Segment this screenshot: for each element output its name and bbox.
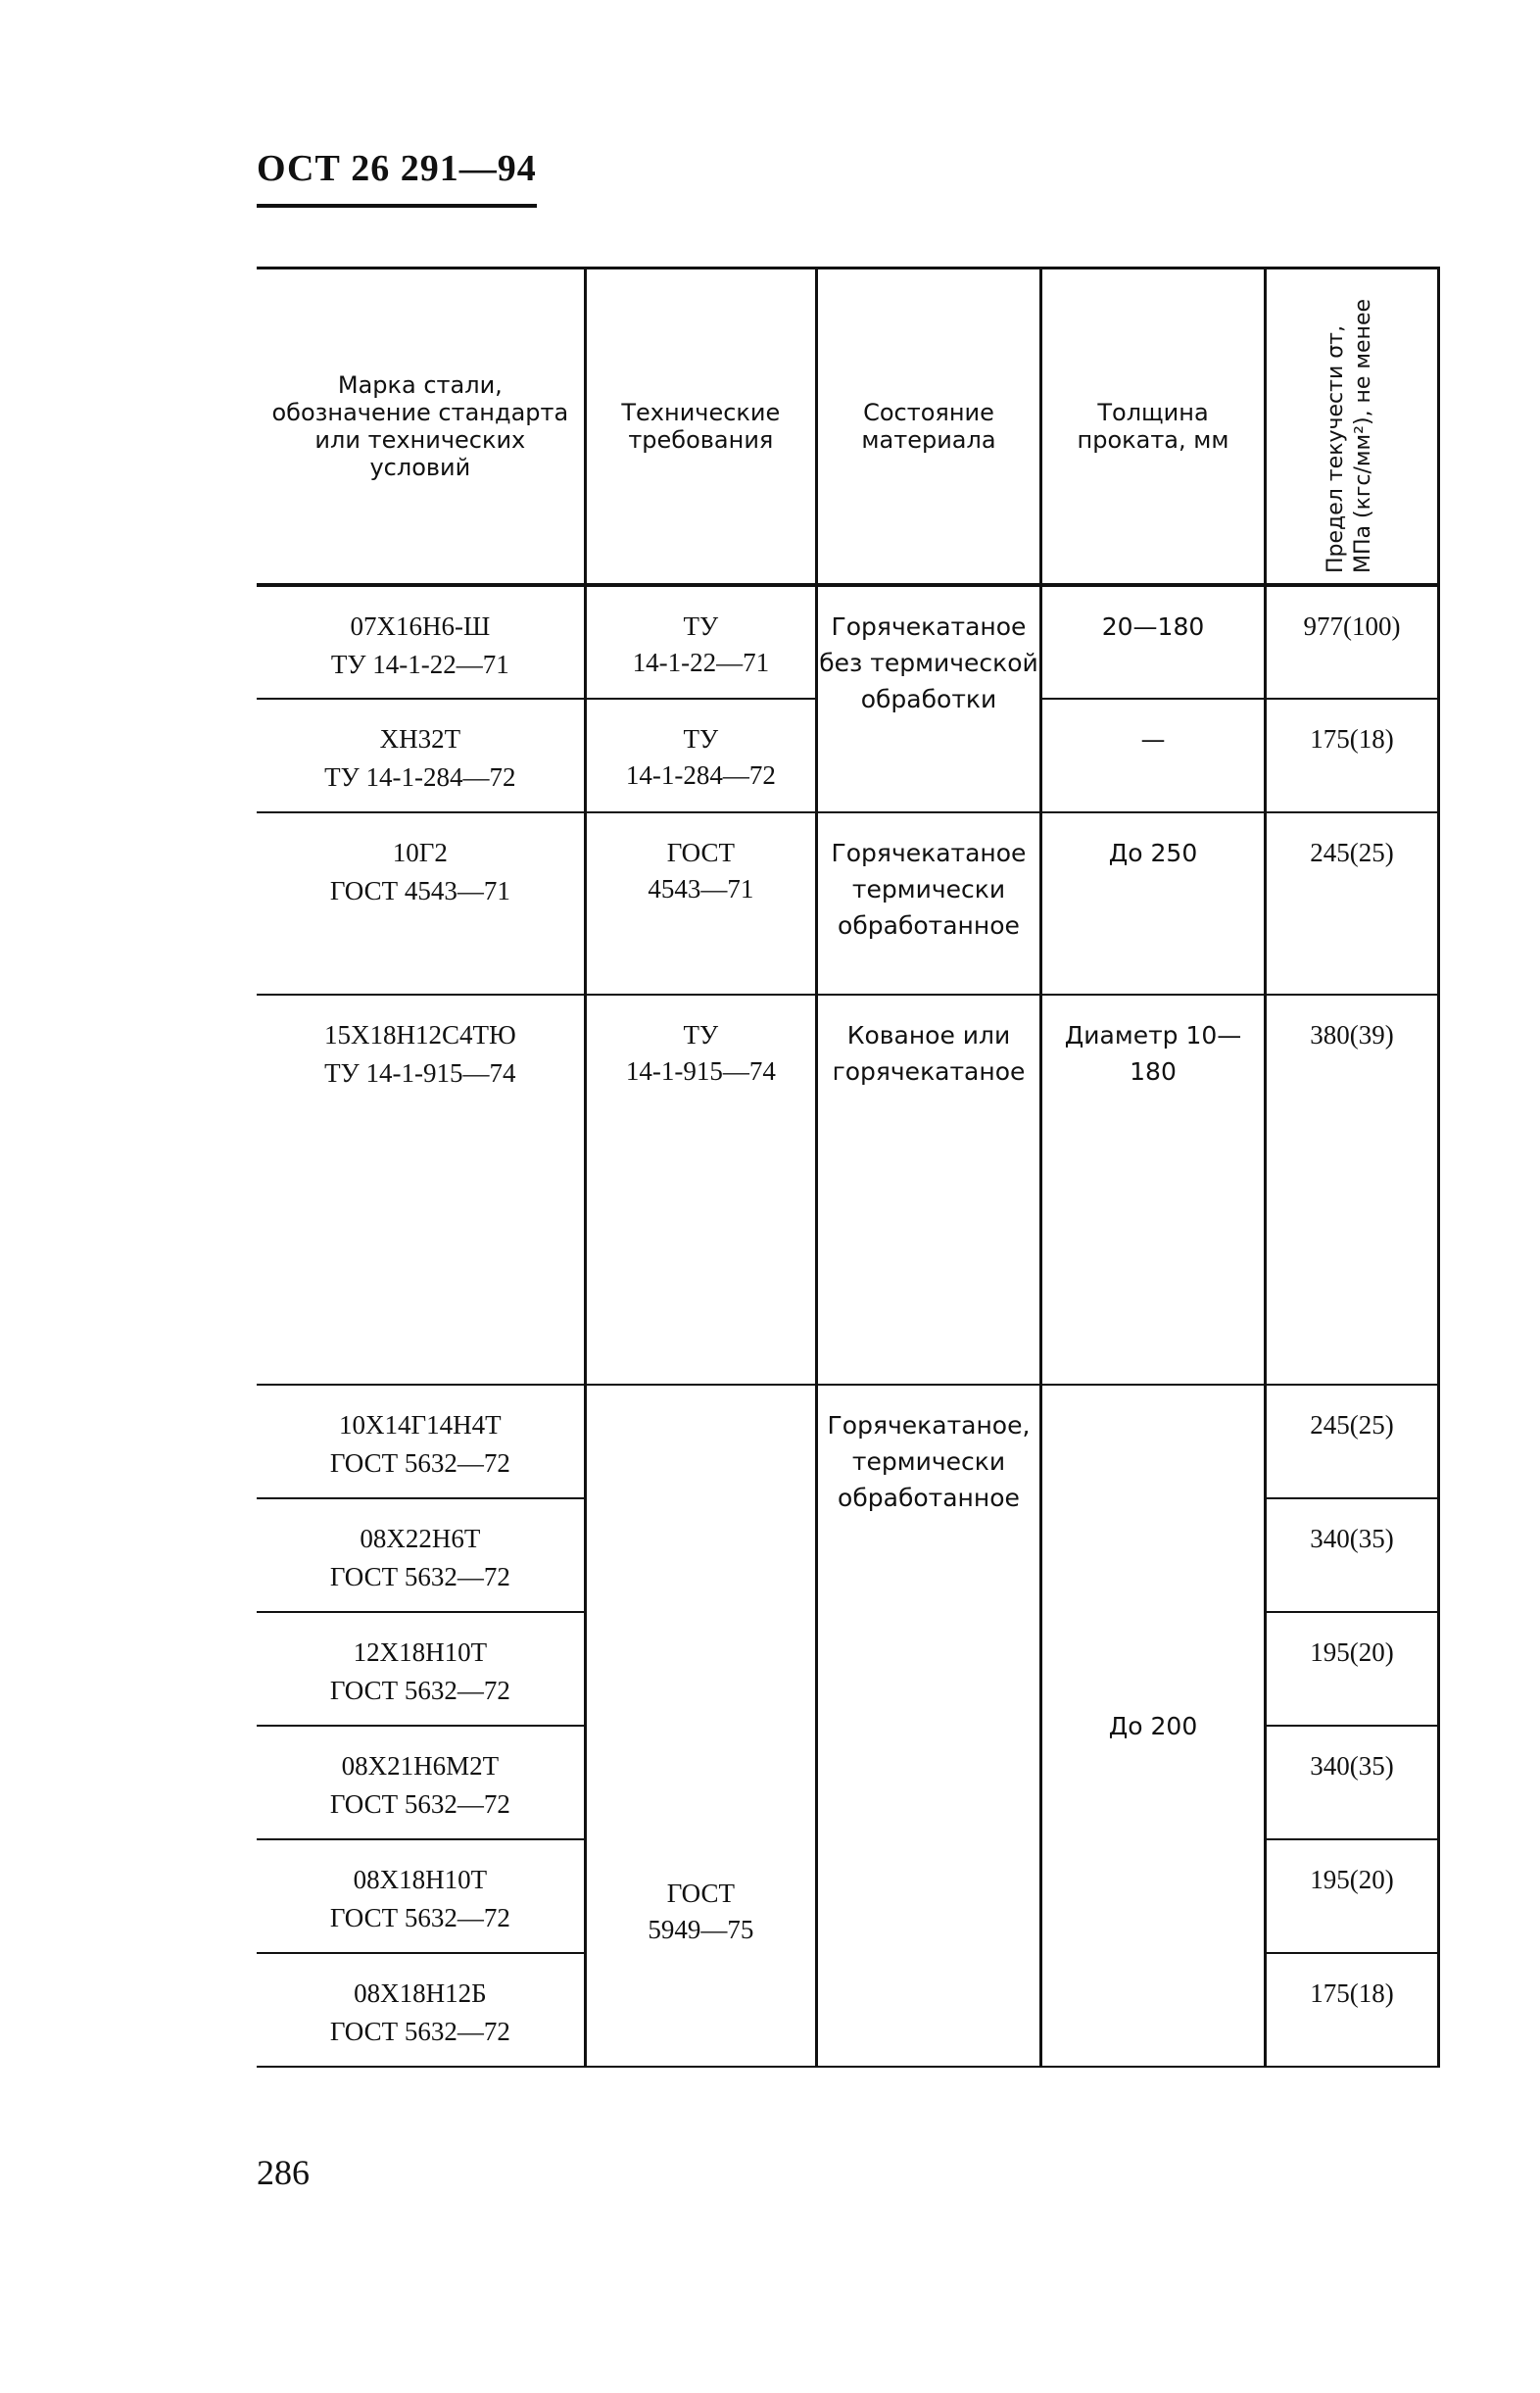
requirements-cell	[585, 1385, 816, 2067]
grade-standard: ТУ 14-1-915—74	[324, 1058, 516, 1088]
column-header-yield-text: Предел текучести σт, МПа (кгс/мм²), не менее	[1323, 298, 1376, 573]
yield-cell: 340(35)	[1266, 1726, 1439, 1839]
grade-name: 07Х16Н6-Ш	[350, 611, 491, 641]
grade-cell	[257, 1726, 585, 1839]
grade-name: 08Х18Н12Б	[354, 1978, 487, 2008]
yield-cell: 245(25)	[1266, 1385, 1439, 1498]
grade-cell	[257, 699, 585, 812]
grade-standard: ГОСТ 4543—71	[329, 876, 510, 905]
grade-standard: ГОСТ 5632—72	[329, 1903, 510, 1932]
grade-standard: ТУ 14-1-22—71	[330, 650, 509, 679]
grade-standard: ТУ 14-1-284—72	[324, 762, 516, 792]
steel-grades-table	[257, 267, 1440, 2068]
column-header-requirements: Технические требования	[585, 269, 816, 586]
state-cell: Горячекатаное, термически обработанное	[816, 1385, 1040, 2067]
requirements-cell	[585, 585, 816, 699]
yield-cell: 340(35)	[1266, 1498, 1439, 1612]
thickness-cell: Диаметр 10—180	[1041, 995, 1266, 1385]
grade-cell	[257, 585, 585, 699]
yield-cell: 175(18)	[1266, 1953, 1439, 2067]
grade-name: 12Х18Н10Т	[353, 1637, 488, 1667]
requirements-type: ТУ	[683, 1020, 719, 1050]
thickness-cell: —	[1041, 699, 1266, 812]
column-header-yield	[1266, 269, 1439, 586]
yield-cell: 195(20)	[1266, 1612, 1439, 1726]
grade-standard: ГОСТ 5632—72	[329, 2017, 510, 2046]
requirements-number: 14-1-22—71	[632, 648, 770, 677]
state-cell: Кованое или горячекатаное	[816, 995, 1040, 1385]
requirements-cell	[585, 995, 816, 1385]
grade-standard: ГОСТ 5632—72	[329, 1562, 510, 1591]
requirements-cell	[585, 699, 816, 812]
requirements-type: ТУ	[683, 611, 719, 641]
grade-name: 08Х21Н6М2Т	[341, 1751, 500, 1781]
document-header: ОСТ 26 291—94	[257, 147, 537, 208]
state-cell: Горячекатаное термически обработанное	[816, 812, 1040, 995]
grade-name: 08Х22Н6Т	[360, 1524, 481, 1553]
grade-standard: ГОСТ 5632—72	[329, 1676, 510, 1705]
grade-name: ХН32Т	[379, 724, 461, 754]
table-row	[257, 1385, 1439, 1498]
grade-name: 10Г2	[392, 838, 448, 867]
table-header-row	[257, 269, 1439, 586]
grade-cell	[257, 995, 585, 1385]
grade-name: 10Х14Г14Н4Т	[339, 1410, 502, 1440]
grade-cell	[257, 1498, 585, 1612]
steel-grades-table-container	[257, 267, 1440, 2068]
state-cell: Горячекатаное без термической обработки	[816, 585, 1040, 812]
page-number: 286	[257, 2153, 310, 2192]
grade-cell	[257, 1839, 585, 1953]
yield-cell: 380(39)	[1266, 995, 1439, 1385]
grade-cell	[257, 812, 585, 995]
grade-standard: ГОСТ 5632—72	[329, 1789, 510, 1819]
thickness-cell: До 200	[1041, 1385, 1266, 2067]
table-row	[257, 585, 1439, 699]
requirements-type: ГОСТ	[666, 1879, 735, 1908]
requirements-number: 4543—71	[648, 874, 754, 903]
yield-cell: 245(25)	[1266, 812, 1439, 995]
column-header-thickness: Толщина проката, мм	[1041, 269, 1266, 586]
grade-cell	[257, 1953, 585, 2067]
thickness-cell: 20—180	[1041, 585, 1266, 699]
yield-cell: 175(18)	[1266, 699, 1439, 812]
grade-cell	[257, 1612, 585, 1726]
grade-name: 15Х18Н12С4ТЮ	[323, 1020, 516, 1050]
column-header-grade: Марка стали, обозначение стандарта или технических условий	[257, 269, 585, 586]
requirements-number: 5949—75	[648, 1915, 754, 1944]
requirements-cell	[585, 812, 816, 995]
requirements-number: 14-1-915—74	[625, 1056, 776, 1086]
grade-cell	[257, 1385, 585, 1498]
grade-name: 08Х18Н10Т	[353, 1865, 488, 1894]
requirements-number: 14-1-284—72	[625, 760, 776, 790]
grade-standard: ГОСТ 5632—72	[329, 1448, 510, 1478]
requirements-type: ГОСТ	[666, 838, 735, 867]
thickness-cell: До 250	[1041, 812, 1266, 995]
yield-cell: 195(20)	[1266, 1839, 1439, 1953]
yield-cell: 977(100)	[1266, 585, 1439, 699]
table-row	[257, 812, 1439, 995]
table-row	[257, 995, 1439, 1385]
column-header-state: Состояние материала	[816, 269, 1040, 586]
requirements-type: ТУ	[683, 724, 719, 754]
